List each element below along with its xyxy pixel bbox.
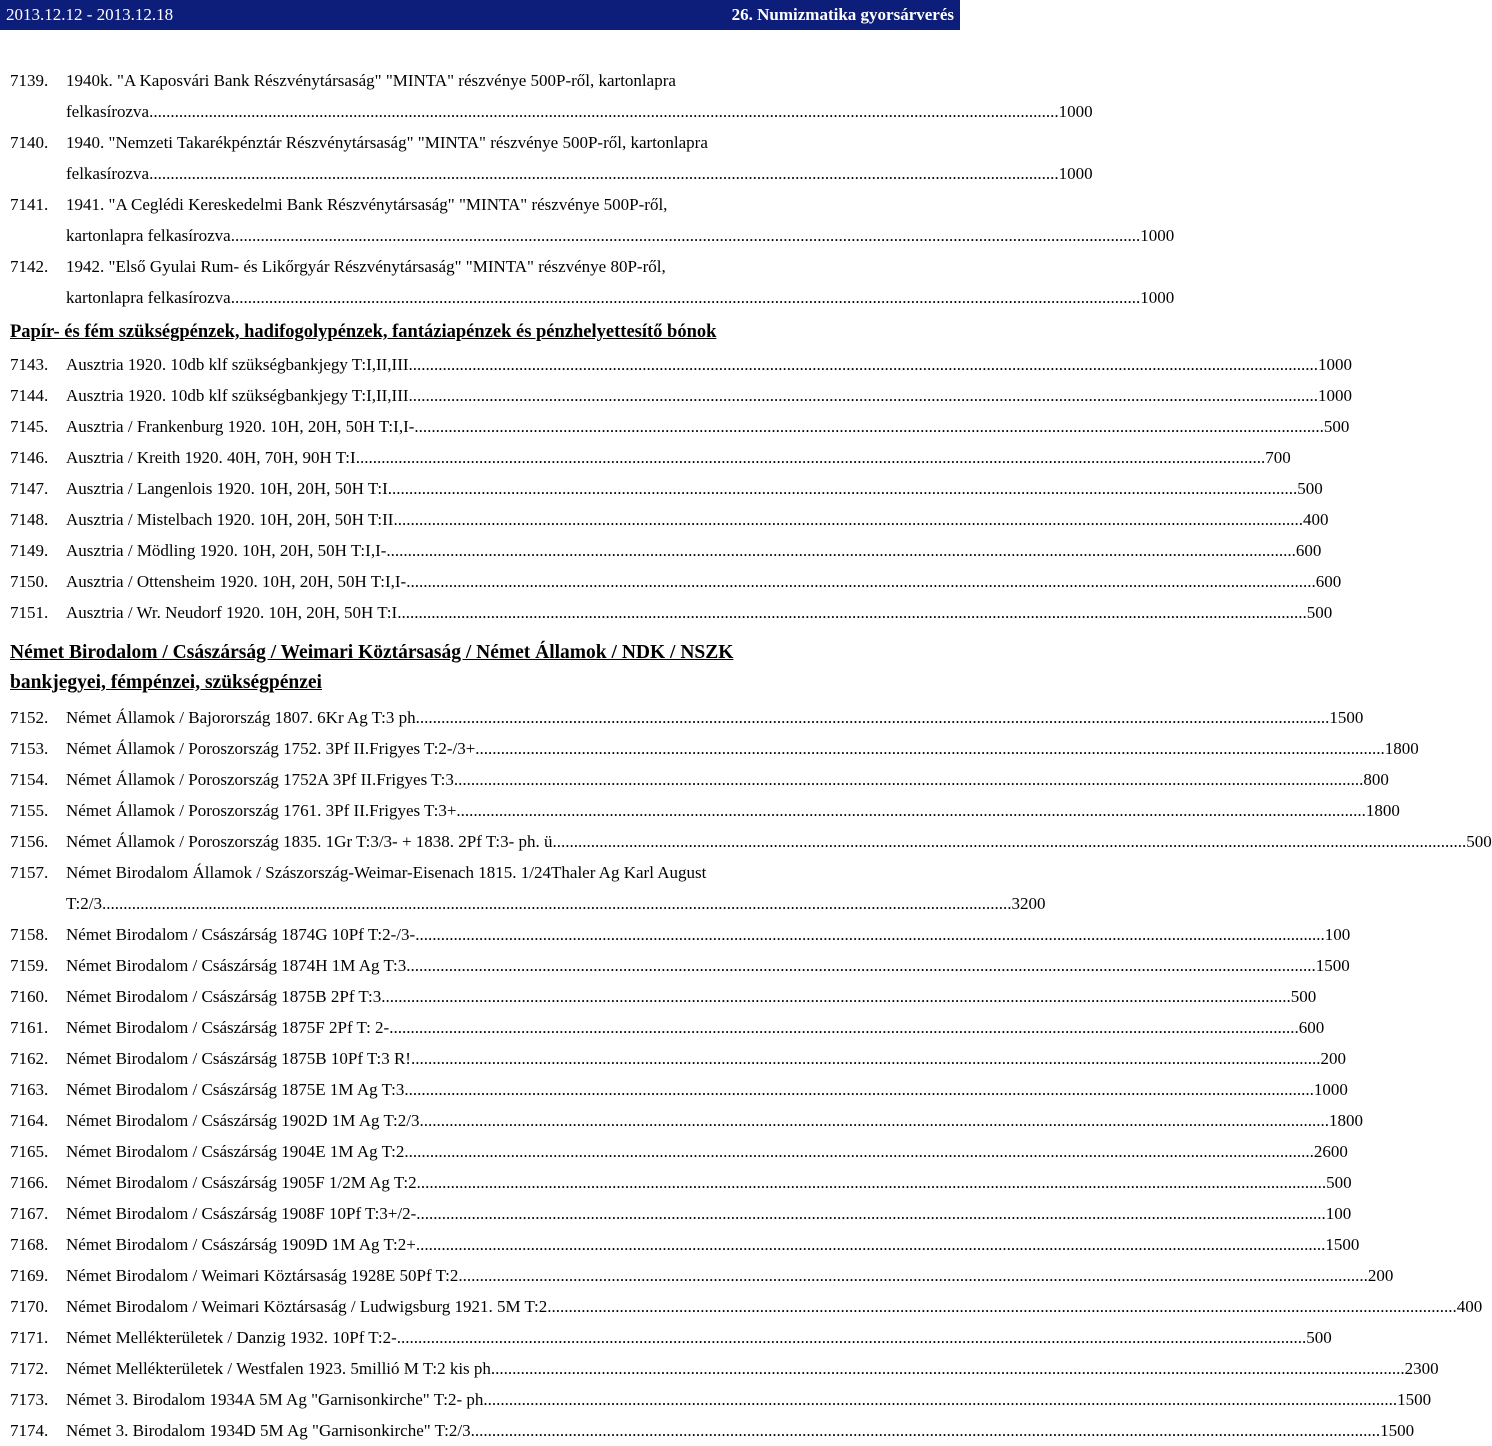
lot-description-cont: kartonlapra felkasírozva xyxy=(66,288,231,307)
lot-item xyxy=(10,473,1323,504)
lot-number: 7170. xyxy=(10,1297,49,1316)
lot-item xyxy=(10,950,1350,981)
lot-item xyxy=(10,127,1093,189)
dot-leader xyxy=(404,1136,1314,1167)
lot-item xyxy=(10,1136,1348,1167)
lot-description-cont: felkasírozva xyxy=(66,102,150,121)
lot-number: 7161. xyxy=(10,1018,49,1037)
lot-number: 7148. xyxy=(10,510,49,529)
dot-leader xyxy=(149,158,1059,189)
lot-description: Német Birodalom / Császárság 1875E 1M Ag T:3 xyxy=(66,1080,405,1099)
lot-description: Német Birodalom / Császárság 1904E 1M Ag T:2 xyxy=(66,1142,405,1161)
lot-description: Német Birodalom / Császárság 1905F 1/2M Ag T:2 xyxy=(66,1173,417,1192)
lot-description-cont: T:2/3 xyxy=(66,894,102,913)
lot-description: Német Államok / Poroszország 1761. 3Pf II.Frigyes T:3+ xyxy=(66,801,457,820)
lot-number: 7155. xyxy=(10,801,49,820)
dot-leader xyxy=(231,220,1141,251)
lot-number: 7165. xyxy=(10,1142,49,1161)
lot-number: 7144. xyxy=(10,386,49,405)
lot-number: 7149. xyxy=(10,541,49,560)
lot-price: 1000 xyxy=(1058,164,1093,183)
section-heading-line: bankjegyei, fémpénzei, szükségpénzei xyxy=(10,672,322,693)
lot-price: 500 xyxy=(1306,1328,1332,1347)
lot-description: Ausztria 1920. 10db klf szükségbankjegy T:I,II,III xyxy=(66,386,409,405)
dot-leader xyxy=(417,1167,1327,1198)
lot-price: 400 xyxy=(1456,1297,1483,1316)
dot-leader xyxy=(456,795,1366,826)
lot-description: Ausztria 1920. 10db klf szükségbankjegy T:I,II,III xyxy=(66,355,409,374)
lot-price: 400 xyxy=(1302,510,1329,529)
lot-description: Német Mellékterületek / Westfalen 1923. 5millió M T:2 kis ph. xyxy=(66,1359,496,1378)
dot-leader xyxy=(419,1105,1329,1136)
lot-description: 1941. "A Ceglédi Kereskedelmi Bank Részvénytársaság" "MINTA" részvénye 500P-ről, xyxy=(66,195,668,214)
lot-number: 7174. xyxy=(10,1421,49,1440)
lot-number: 7160. xyxy=(10,987,49,1006)
dot-leader xyxy=(409,349,1319,380)
lot-description: Német Birodalom / Császárság 1874H 1M Ag T:3 xyxy=(66,956,407,975)
lot-price: 500 xyxy=(1297,479,1323,498)
lot-description: Német Birodalom / Weimari Köztársaság 1928E 50Pf T:2 xyxy=(66,1266,459,1285)
dot-leader xyxy=(414,411,1324,442)
lot-number: 7162. xyxy=(10,1049,49,1068)
lot-price: 1800 xyxy=(1365,801,1400,820)
lot-price: 1000 xyxy=(1318,386,1353,405)
lot-price: 200 xyxy=(1367,1266,1394,1285)
lot-number: 7157. xyxy=(10,863,49,882)
section-heading-emergency-money: Papír- és fém szükségpénzek, hadifogolypénzek, fantáziapénzek és pénzhelyettesítő bónok xyxy=(10,322,717,342)
lot-number: 7159. xyxy=(10,956,49,975)
lot-price: 2600 xyxy=(1313,1142,1348,1161)
lot-item xyxy=(10,1105,1363,1136)
lot-item xyxy=(10,1167,1352,1198)
dot-leader xyxy=(409,380,1319,411)
lot-description-cont: kartonlapra felkasírozva xyxy=(66,226,231,245)
lot-price: 1800 xyxy=(1328,1111,1363,1130)
lot-price: 1500 xyxy=(1329,708,1364,727)
lot-item xyxy=(10,764,1389,795)
dot-leader xyxy=(102,888,1012,919)
dot-leader xyxy=(149,96,1059,127)
lot-number: 7154. xyxy=(10,770,49,789)
lot-description: Német Birodalom / Weimari Köztársaság / Ludwigsburg 1921. 5M T:2 xyxy=(66,1297,548,1316)
lot-description: 1940k. "A Kaposvári Bank Részvénytársaság" "MINTA" részvénye 500P-ről, kartonlapra xyxy=(66,71,676,90)
lot-item xyxy=(10,566,1342,597)
page-header xyxy=(0,0,960,30)
lot-item xyxy=(10,857,1046,919)
section-heading-german-empire xyxy=(10,638,872,698)
lot-item xyxy=(10,981,1317,1012)
lot-number: 7168. xyxy=(10,1235,49,1254)
lot-description: Ausztria / Mistelbach 1920. 10H, 20H, 50H T:II xyxy=(66,510,394,529)
dot-leader xyxy=(404,1074,1314,1105)
lot-item xyxy=(10,380,1353,411)
lot-price: 3200 xyxy=(1011,894,1046,913)
lot-description: Német Államok / Bajorország 1807. 6Kr Ag T:3 ph. xyxy=(66,708,420,727)
lot-number: 7172. xyxy=(10,1359,49,1378)
lot-price: 200 xyxy=(1320,1049,1346,1068)
lot-description: Német Államok / Poroszország 1752. 3Pf II.Frigyes T:2-/3+ xyxy=(66,739,476,758)
lot-number: 7153. xyxy=(10,739,49,758)
lot-price: 1500 xyxy=(1380,1421,1415,1440)
dot-leader xyxy=(397,1322,1307,1353)
lot-price: 1000 xyxy=(1318,355,1353,374)
lot-price: 500 xyxy=(1290,987,1317,1006)
dot-leader xyxy=(406,566,1316,597)
lot-number: 7167. xyxy=(10,1204,49,1223)
date-range: 2013.12.12 - 2013.12.18 xyxy=(6,5,174,24)
dot-leader xyxy=(397,597,1307,628)
lot-number: 7171. xyxy=(10,1328,49,1347)
lot-price: 1500 xyxy=(1325,1235,1360,1254)
lot-description: Ausztria / Wr. Neudorf 1920. 10H, 20H, 50H T:I xyxy=(66,603,398,622)
lot-item xyxy=(10,826,1492,857)
lot-item xyxy=(10,1353,1439,1384)
lot-item xyxy=(10,251,1175,313)
lot-price: 800 xyxy=(1363,770,1389,789)
lot-number: 7164. xyxy=(10,1111,49,1130)
dot-leader xyxy=(381,981,1291,1012)
lot-item xyxy=(10,1198,1352,1229)
lot-description: Német Birodalom / Császárság 1909D 1M Ag T:2+ xyxy=(66,1235,416,1254)
lot-item xyxy=(10,702,1364,733)
dot-leader xyxy=(356,442,1266,473)
lot-price: 500 xyxy=(1306,603,1333,622)
lot-number: 7146. xyxy=(10,448,49,467)
lot-description: Német Államok / Poroszország 1835. 1Gr T:3/3- + 1838. 2Pf T:3- ph. ü. xyxy=(66,832,557,851)
lot-number: 7166. xyxy=(10,1173,49,1192)
lot-description: Német Birodalom / Császárság 1908F 10Pf T:3+/2- xyxy=(66,1204,417,1223)
dot-leader xyxy=(415,919,1325,950)
lot-price: 600 xyxy=(1315,572,1342,591)
lot-description: Német Birodalom / Császárság 1875B 10Pf T:3 R! xyxy=(66,1049,411,1068)
lot-item xyxy=(10,1291,1483,1322)
lot-item xyxy=(10,1012,1325,1043)
lot-list xyxy=(10,65,1492,1446)
lot-price: 1500 xyxy=(1397,1390,1432,1409)
lot-item xyxy=(10,65,1093,127)
dot-leader xyxy=(393,504,1303,535)
dot-leader xyxy=(475,733,1385,764)
lot-price: 500 xyxy=(1466,832,1492,851)
lot-item xyxy=(10,1074,1348,1105)
dot-leader xyxy=(406,950,1316,981)
lot-price: 1000 xyxy=(1313,1080,1348,1099)
dot-leader xyxy=(547,1291,1457,1322)
lot-number: 7173. xyxy=(10,1390,49,1409)
dot-leader xyxy=(411,1043,1321,1074)
lot-description: Ausztria / Frankenburg 1920. 10H, 20H, 50H T:I,I- xyxy=(66,417,415,436)
lot-number: 7145. xyxy=(10,417,49,436)
lot-item xyxy=(10,442,1291,473)
lot-description: 1940. "Nemzeti Takarékpénztár Részvénytársaság" "MINTA" részvénye 500P-ről, kartonlapra xyxy=(66,133,708,152)
lot-price: 700 xyxy=(1265,448,1291,467)
lot-description: 1942. "Első Gyulai Rum- és Likőrgyár Részvénytársaság" "MINTA" részvénye 80P-ről, xyxy=(66,257,666,276)
lot-description: Német 3. Birodalom 1934A 5M Ag "Garnisonkirche" T:2- ph. xyxy=(66,1390,488,1409)
lot-description-cont: felkasírozva xyxy=(66,164,150,183)
lot-item xyxy=(10,795,1400,826)
lot-item xyxy=(10,597,1333,628)
dot-leader xyxy=(416,1229,1326,1260)
section-heading-line: Német Birodalom / Császárság / Weimari Köztársaság / Német Államok / NDK / NSZK xyxy=(10,642,734,663)
lot-description: Német Államok / Poroszország 1752A 3Pf II.Frigyes T:3 xyxy=(66,770,454,789)
lot-description: Német Mellékterületek / Danzig 1932. 10Pf T:2- xyxy=(66,1328,397,1347)
lot-item xyxy=(10,189,1175,251)
lot-description: Ausztria / Ottensheim 1920. 10H, 20H, 50H T:I,I- xyxy=(66,572,407,591)
lot-price: 500 xyxy=(1326,1173,1352,1192)
dot-leader xyxy=(231,282,1141,313)
lot-number: 7151. xyxy=(10,603,49,622)
lot-number: 7150. xyxy=(10,572,49,591)
dot-leader xyxy=(388,473,1298,504)
lot-number: 7142. xyxy=(10,257,49,276)
dot-leader xyxy=(454,764,1364,795)
lot-number: 7140. xyxy=(10,133,49,152)
lot-item xyxy=(10,535,1322,566)
dot-leader xyxy=(386,535,1296,566)
lot-item xyxy=(10,1384,1432,1415)
lot-item xyxy=(10,411,1350,442)
lot-item xyxy=(10,1415,1415,1446)
dot-leader xyxy=(389,1012,1299,1043)
lot-description: Ausztria / Langenlois 1920. 10H, 20H, 50H T:I xyxy=(66,479,388,498)
lot-price: 1000 xyxy=(1140,226,1175,245)
dot-leader xyxy=(420,702,1330,733)
auction-title: 26. Numizmatika gyorsárverés xyxy=(731,5,954,24)
dot-leader xyxy=(471,1415,1381,1446)
lot-description: Ausztria / Mödling 1920. 10H, 20H, 50H T:I,I- xyxy=(66,541,387,560)
lot-item xyxy=(10,1322,1332,1353)
lot-description: Német Birodalom / Császárság 1902D 1M Ag T:2/3 xyxy=(66,1111,420,1130)
lot-price: 100 xyxy=(1325,1204,1352,1223)
lot-price: 1000 xyxy=(1058,102,1093,121)
lot-description: Német Birodalom Államok / Szászország-Weimar-Eisenach 1815. 1/24Thaler Ag Karl August xyxy=(66,863,707,882)
lot-item xyxy=(10,919,1351,950)
lot-number: 7141. xyxy=(10,195,49,214)
dot-leader xyxy=(488,1384,1398,1415)
lot-description: Német Birodalom / Császárság 1875B 2Pf T:3 xyxy=(66,987,382,1006)
lot-item xyxy=(10,733,1419,764)
lot-item xyxy=(10,504,1329,535)
lot-description: Német 3. Birodalom 1934D 5M Ag "Garnisonkirche" T:2/3 xyxy=(66,1421,471,1440)
dot-leader xyxy=(458,1260,1368,1291)
lot-item xyxy=(10,349,1353,380)
lot-price: 1500 xyxy=(1315,956,1350,975)
lot-price: 2300 xyxy=(1404,1359,1439,1378)
dot-leader xyxy=(557,826,1467,857)
lot-description: Német Birodalom / Császárság 1874G 10Pf T:2-/3- xyxy=(66,925,416,944)
lot-price: 1000 xyxy=(1140,288,1175,307)
lot-item xyxy=(10,1229,1360,1260)
lot-price: 500 xyxy=(1323,417,1350,436)
dot-leader xyxy=(495,1353,1405,1384)
lot-price: 600 xyxy=(1295,541,1322,560)
lot-number: 7152. xyxy=(10,708,49,727)
lot-price: 600 xyxy=(1298,1018,1325,1037)
lot-number: 7158. xyxy=(10,925,49,944)
lot-description: Ausztria / Kreith 1920. 40H, 70H, 90H T:I xyxy=(66,448,356,467)
lot-item xyxy=(10,1043,1346,1074)
lot-number: 7147. xyxy=(10,479,49,498)
lot-number: 7156. xyxy=(10,832,49,851)
lot-description: Német Birodalom / Császárság 1875F 2Pf T: 2- xyxy=(66,1018,390,1037)
lot-number: 7143. xyxy=(10,355,49,374)
dot-leader xyxy=(416,1198,1326,1229)
lot-number: 7169. xyxy=(10,1266,49,1285)
lot-number: 7163. xyxy=(10,1080,49,1099)
lot-item xyxy=(10,1260,1394,1291)
lot-price: 100 xyxy=(1324,925,1351,944)
lot-price: 1800 xyxy=(1384,739,1419,758)
lot-number: 7139. xyxy=(10,71,49,90)
